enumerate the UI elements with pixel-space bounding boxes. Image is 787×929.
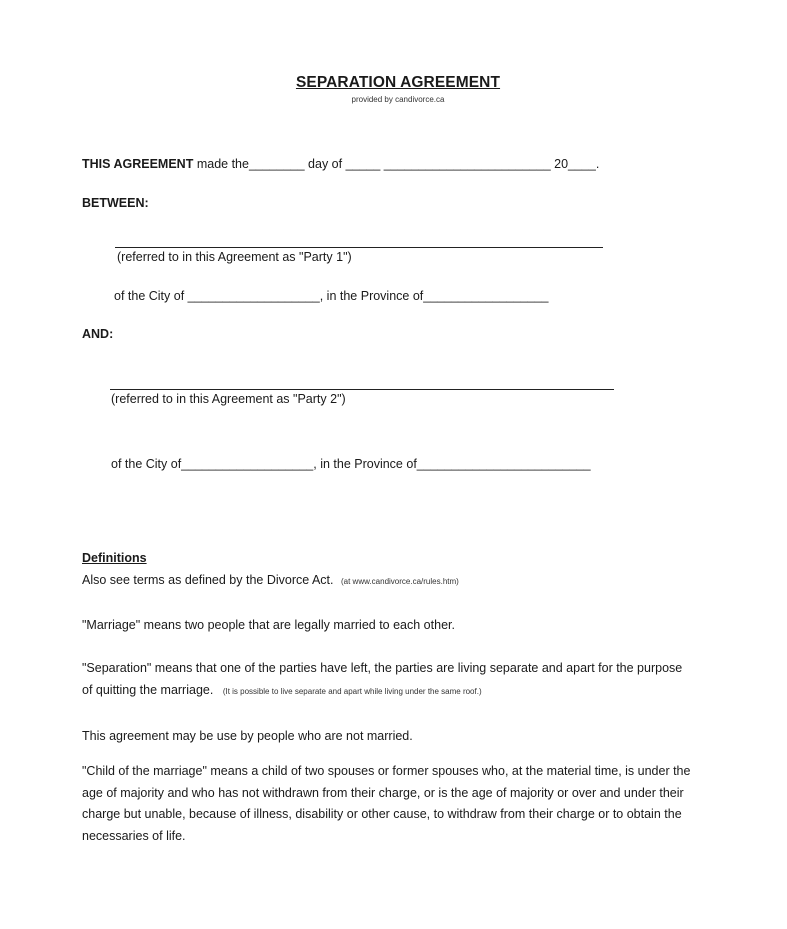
child-line-1: "Child of the marriage" means a child of two spouses or former spouses who, at the material time, is under the <box>82 764 691 778</box>
definition-child-of-marriage <box>82 761 690 847</box>
agreement-label: THIS AGREEMENT <box>82 157 194 171</box>
see-terms-note: (at www.candivorce.ca/rules.htm) <box>341 577 459 586</box>
and-label: AND: <box>82 327 114 341</box>
definitions-heading: Definitions <box>82 551 147 565</box>
party1-city-line: of the City of ___________________, in the Province of__________________ <box>114 289 549 303</box>
agreement-date-fields: made the________ day of _____ ________________________ 20____. <box>193 157 600 171</box>
separation-line-1: "Separation" means that one of the parties have left, the parties are living separate and apart for the purpose <box>82 661 683 675</box>
child-line-3: charge but unable, because of illness, disability or other cause, to withdraw from their charge or to obtain the <box>82 807 682 821</box>
definitions-see-terms <box>82 573 459 587</box>
separation-line-2-text: of quitting the marriage. <box>82 682 214 697</box>
see-terms-text: Also see terms as defined by the Divorce Act. <box>82 573 334 587</box>
agreement-date-line <box>82 157 599 171</box>
party1-referred: (referred to in this Agreement as "Party 1") <box>117 250 352 264</box>
document-title: SEPARATION AGREEMENT <box>295 74 501 91</box>
definition-separation <box>82 658 682 702</box>
definition-not-married: This agreement may be use by people who are not married. <box>82 729 413 743</box>
party2-referred: (referred to in this Agreement as "Party 2") <box>111 392 346 406</box>
separation-line-2 <box>82 680 682 703</box>
child-line-2: age of majority and who has not withdrawn from their charge, or is the age of majority or over and under their <box>82 785 684 800</box>
definition-marriage: "Marriage" means two people that are legally married to each other. <box>82 618 455 632</box>
document-subtitle: provided by candivorce.ca <box>351 95 445 104</box>
separation-note: (It is possible to live separate and apart while living under the same roof.) <box>222 686 482 696</box>
party1-name-blank <box>115 247 603 248</box>
party2-city-line: of the City of___________________, in the Province of_________________________ <box>111 457 591 471</box>
child-line-4: necessaries of life. <box>82 828 186 843</box>
party2-name-blank <box>110 389 614 390</box>
between-label: BETWEEN: <box>82 196 149 210</box>
